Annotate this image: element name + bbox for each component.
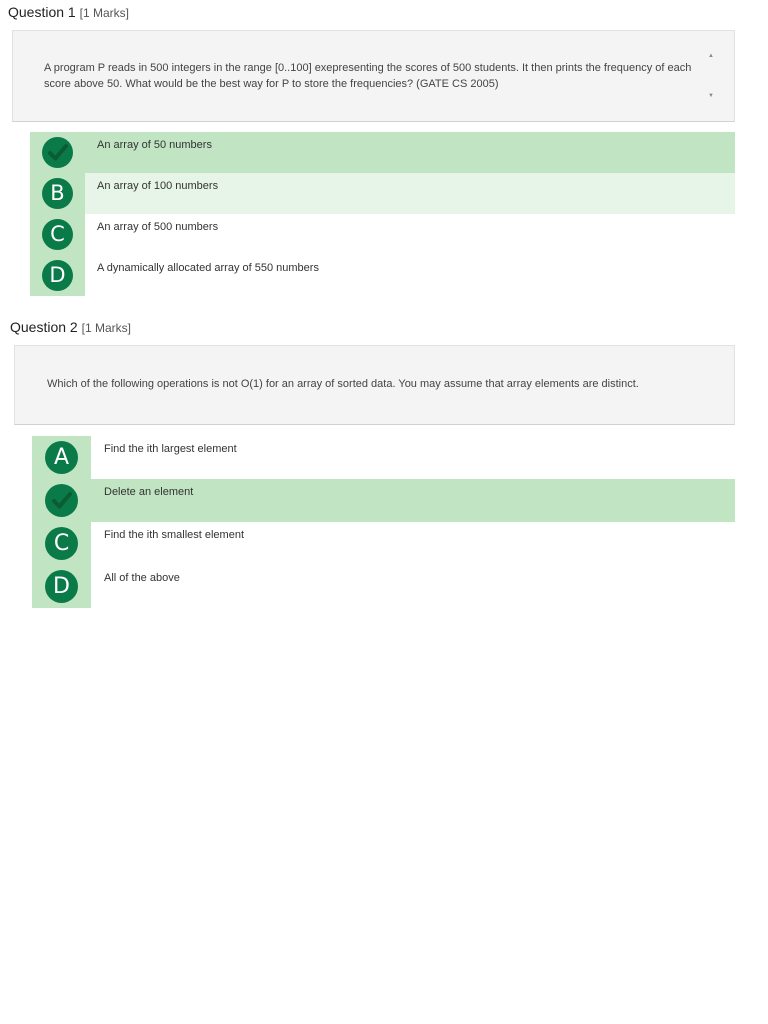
option-b[interactable] bbox=[32, 479, 735, 522]
option-text: An array of 100 numbers bbox=[97, 180, 219, 192]
option-text: Find the ith largest element bbox=[104, 443, 237, 455]
option-letter-badge: D bbox=[45, 570, 78, 603]
scroll-down-icon[interactable]: ▼ bbox=[708, 93, 714, 99]
question-2-header bbox=[10, 319, 131, 335]
option-letter-badge: C bbox=[42, 219, 73, 250]
option-c[interactable] bbox=[30, 214, 735, 255]
question-marks: [1 Marks] bbox=[81, 321, 131, 335]
option-c[interactable] bbox=[32, 522, 735, 565]
option-letter-badge: A bbox=[45, 441, 78, 474]
question-scrollbar[interactable] bbox=[704, 53, 718, 99]
question-1-header bbox=[8, 4, 129, 20]
option-d[interactable] bbox=[32, 565, 735, 608]
checkmark-icon bbox=[42, 137, 73, 168]
question-text: Which of the following operations is not O(1) for an array of sorted data. You may assume that array elements are distinct. bbox=[47, 378, 639, 390]
option-letter-badge: B bbox=[42, 178, 73, 209]
option-text: Find the ith smallest element bbox=[104, 529, 245, 541]
question-2-box[interactable] bbox=[14, 345, 735, 425]
option-b[interactable] bbox=[30, 173, 735, 214]
checkmark-icon bbox=[45, 484, 78, 517]
question-text: A program P reads in 500 integers in the range [0..100] exepresenting the scores of 500 students. It then prints the frequency of each score above 50. What would be the best way for P to store the frequencies? (GATE CS 2005) bbox=[44, 62, 692, 90]
option-text: A dynamically allocated array of 550 numbers bbox=[97, 262, 319, 274]
option-text: An array of 50 numbers bbox=[97, 139, 212, 151]
option-letter-badge: D bbox=[42, 260, 73, 291]
question-title: Question 2 bbox=[10, 319, 78, 335]
option-text: An array of 500 numbers bbox=[97, 221, 219, 233]
question-1-options bbox=[30, 132, 735, 296]
question-1-box[interactable] bbox=[12, 30, 735, 122]
option-text: Delete an element bbox=[104, 486, 194, 498]
question-2-options bbox=[32, 436, 735, 608]
question-title: Question 1 bbox=[8, 4, 76, 20]
option-a[interactable] bbox=[30, 132, 735, 173]
option-a[interactable] bbox=[32, 436, 735, 479]
option-letter-badge: C bbox=[45, 527, 78, 560]
option-d[interactable] bbox=[30, 255, 735, 296]
option-text: All of the above bbox=[104, 572, 180, 584]
scroll-up-icon[interactable]: ▲ bbox=[708, 53, 714, 59]
question-marks: [1 Marks] bbox=[79, 6, 129, 20]
